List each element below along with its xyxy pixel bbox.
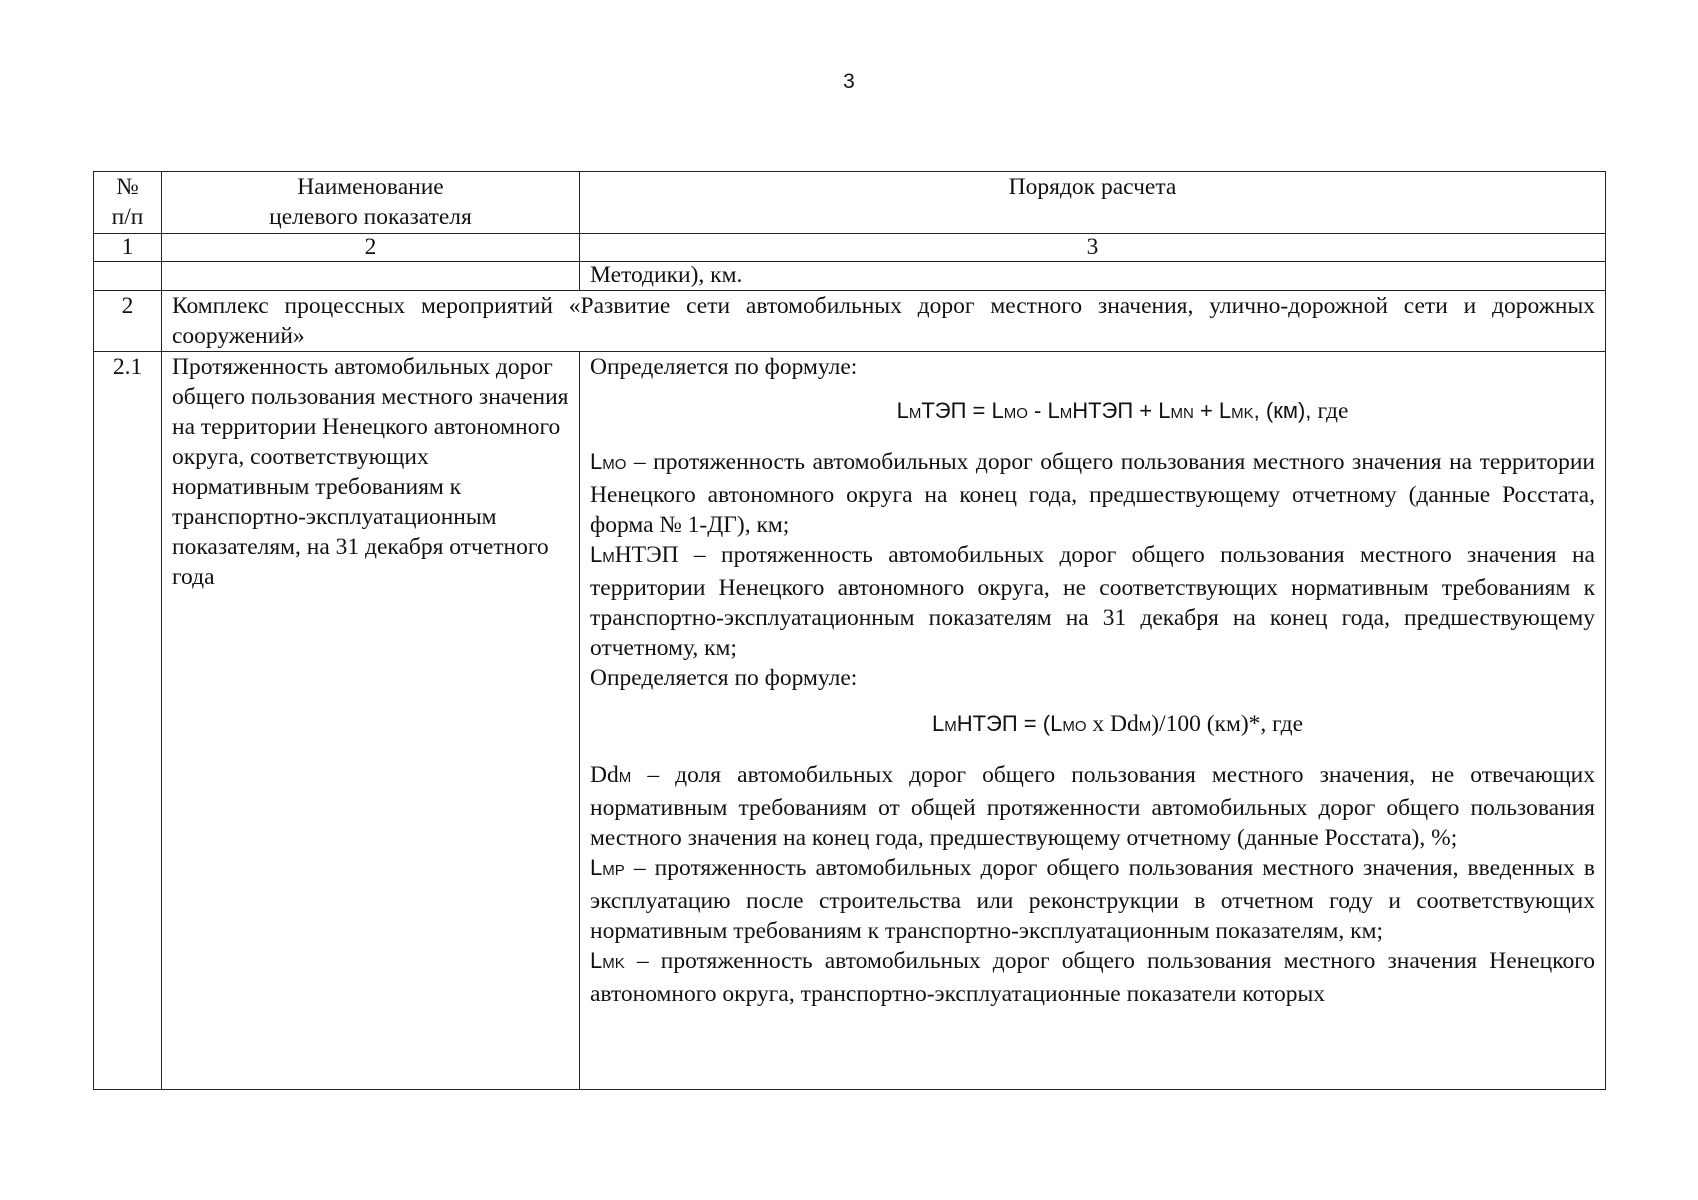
column-index-row	[94, 234, 1606, 262]
definition-text: – протяженность автомобильных дорог общего пользования местного значения, введенных в эксплуатацию после строительства или реконструкции в отчетном году и соответствующих нормативным требованиям к транспортно-эксплуатационным показателям, км;	[590, 855, 1595, 944]
formula-symbol: L	[896, 398, 909, 423]
column-index-3: 3	[580, 234, 1606, 262]
formula-text: ТЭП =	[921, 398, 992, 423]
section-row	[94, 291, 1606, 352]
formula-text: -	[1027, 398, 1048, 423]
definition-text: – протяженность автомобильных дорог общего пользования местного значения на территории Ненецкого автономного округа на конец года, предшествующему отчетному (данные Росстата, форма № 1-ДГ), км;	[590, 449, 1595, 538]
definition-lmo	[590, 447, 1595, 540]
formula-subscript: MN	[1170, 405, 1194, 422]
definition-lmp	[590, 853, 1595, 946]
formula-text: )/100 (км)*, где	[1151, 711, 1304, 737]
formula-subscript: M	[1138, 718, 1152, 735]
row-number: 2.1	[94, 352, 162, 1090]
table-header-row	[94, 172, 1606, 234]
definition-symbol: L	[590, 948, 603, 973]
section-number: 2	[94, 291, 162, 352]
header-calculation-order: Порядок расчета	[580, 172, 1606, 234]
definition-text: – протяженность автомобильных дорог общего пользования местного значения Ненецкого автономного округа, транспортно-эксплуатационные показатели которых	[590, 948, 1595, 1007]
continuation-empty-number	[94, 262, 162, 291]
formula-subscript: M	[944, 718, 957, 735]
column-index-1: 1	[94, 234, 162, 262]
column-index-2: 2	[162, 234, 580, 262]
definition-subscript: MO	[602, 456, 627, 473]
formula-intro-2: Определяется по формуле:	[590, 665, 858, 691]
definition-lmk	[590, 946, 1595, 1009]
definition-ddm	[590, 760, 1595, 853]
continuation-empty-name	[162, 262, 580, 291]
formula-subscript: M	[908, 405, 922, 422]
formula-tail: где	[1317, 398, 1349, 424]
definition-text: – доля автомобильных дорог общего пользования местного значения, не отвечающих нормативным требованиям от общей протяженности автомобильных дорог общего пользования местного значения на конец года, предшествующему отчетному (данные Росстата), %;	[590, 762, 1595, 851]
formula-text: +	[1193, 398, 1219, 423]
formula-text: НТЭП = (	[956, 711, 1051, 736]
page-number: 3	[843, 70, 855, 93]
definition-symbol: L	[590, 542, 603, 567]
definition-subscript: M	[618, 769, 632, 786]
formula-text: , (км),	[1253, 398, 1318, 423]
formula-text: x Dd	[1086, 711, 1139, 737]
header-number: № п/п	[94, 172, 162, 234]
formula-symbol: L	[1158, 398, 1171, 423]
formula-lmntep	[590, 709, 1595, 742]
continuation-text: Методики), км.	[580, 262, 1606, 291]
definition-subscript: MP	[602, 862, 625, 879]
indicator-name: Протяженность автомобильных дорог общего пользования местного значения на территории Ненецкого автономного округа, соответствующих нормативным требованиям к транспортно-эксплуатационным показателям, на 31 декабря отчетного года	[162, 352, 580, 1090]
definition-symbol: Dd	[590, 762, 619, 788]
definition-symbol: L	[590, 449, 603, 474]
formula-subscript: MK	[1231, 405, 1254, 422]
table-row	[94, 352, 1606, 1090]
definition-subscript: MK	[602, 955, 625, 972]
definition-symbol: L	[590, 855, 603, 880]
formula-subscript: MO	[1062, 718, 1087, 735]
formula-text: НТЭП +	[1072, 398, 1159, 423]
formula-symbol: L	[1050, 711, 1063, 736]
formula-subscript: MO	[1003, 405, 1028, 422]
continuation-row	[94, 262, 1606, 291]
definition-subscript: M	[602, 549, 615, 566]
formula-intro-1: Определяется по формуле:	[590, 354, 858, 380]
formula-symbol: L	[1218, 398, 1232, 423]
formula-symbol: L	[931, 711, 945, 736]
header-indicator-name: Наименование целевого показателя	[162, 172, 580, 234]
formula-symbol: L	[991, 398, 1004, 423]
definition-text: НТЭП – протяженность автомобильных дорог общего пользования местного значения на территории Ненецкого автономного округа, не соответствующих нормативным требованиям к транспортно-эксплуатационным показателям на 31 декабря на конец года, предшествующему отчетному, км;	[590, 542, 1595, 661]
formula-lmtep	[590, 396, 1595, 429]
formula-symbol: L	[1047, 398, 1060, 423]
section-title: Комплекс процессных мероприятий «Развитие сети автомобильных дорог местного значения, улично-дорожной сети и дорожных сооружений»	[162, 291, 1606, 352]
definition-lmntep	[590, 540, 1595, 663]
indicators-table	[93, 171, 1606, 1090]
calculation-order	[580, 352, 1606, 1090]
formula-subscript: M	[1059, 405, 1073, 422]
